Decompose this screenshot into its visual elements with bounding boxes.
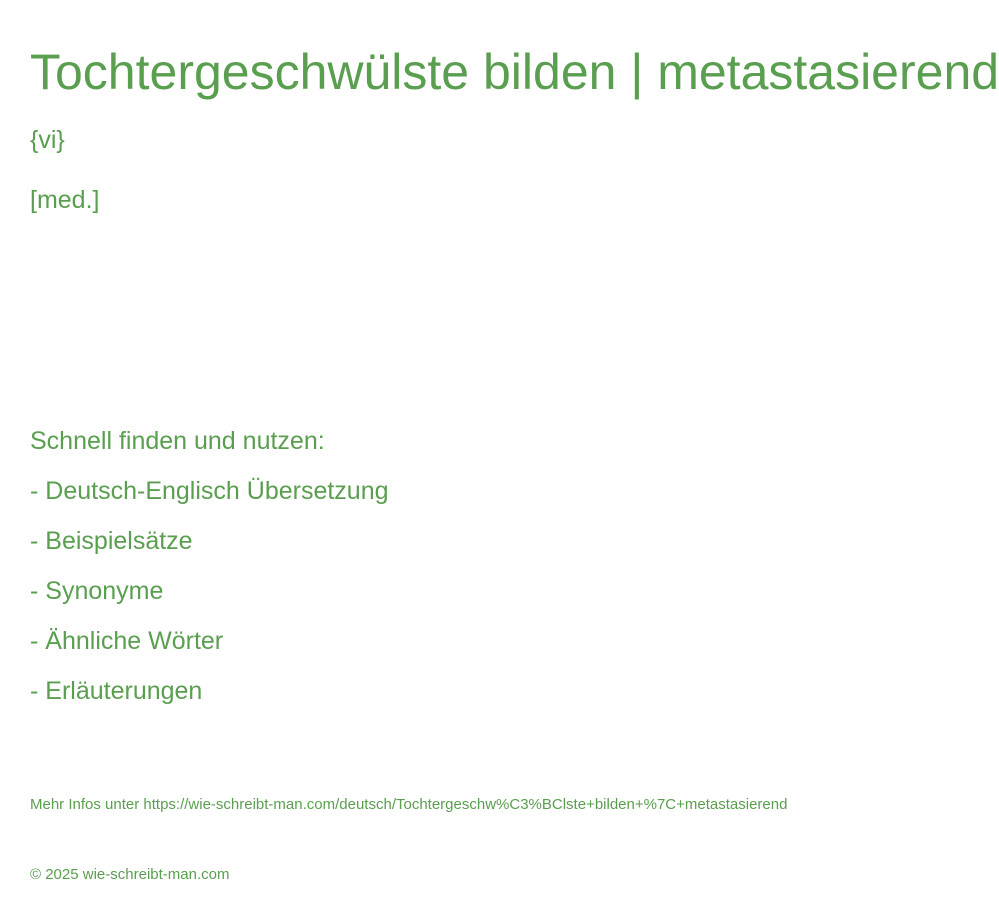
quick-links-section (30, 424, 389, 724)
more-info-link[interactable]: https://wie-schreibt-man.com/deutsch/Tochtergeschw%C3%BClste+bilden+%7C+metastasierend (143, 796, 788, 813)
quick-link-explanations[interactable]: - Erläuterungen (30, 674, 389, 708)
quick-links-heading: Schnell finden und nutzen: (30, 427, 325, 455)
quick-link-translation[interactable]: - Deutsch-Englisch Übersetzung (30, 474, 389, 508)
quick-links-list (30, 474, 389, 708)
quick-link-similar-words[interactable]: - Ähnliche Wörter (30, 624, 389, 658)
quick-link-example-sentences[interactable]: - Beispielsätze (30, 524, 389, 558)
field-label: [med.] (30, 186, 100, 214)
page-title: Tochtergeschwülste bilden | metastasierend (30, 44, 999, 100)
more-info-line (30, 795, 787, 815)
quick-link-synonyms[interactable]: - Synonyme (30, 574, 389, 608)
more-info-prefix: Mehr Infos unter (30, 796, 140, 813)
copyright-notice: © 2025 wie-schreibt-man.com (30, 866, 230, 883)
part-of-speech-label: {vi} (30, 126, 65, 154)
